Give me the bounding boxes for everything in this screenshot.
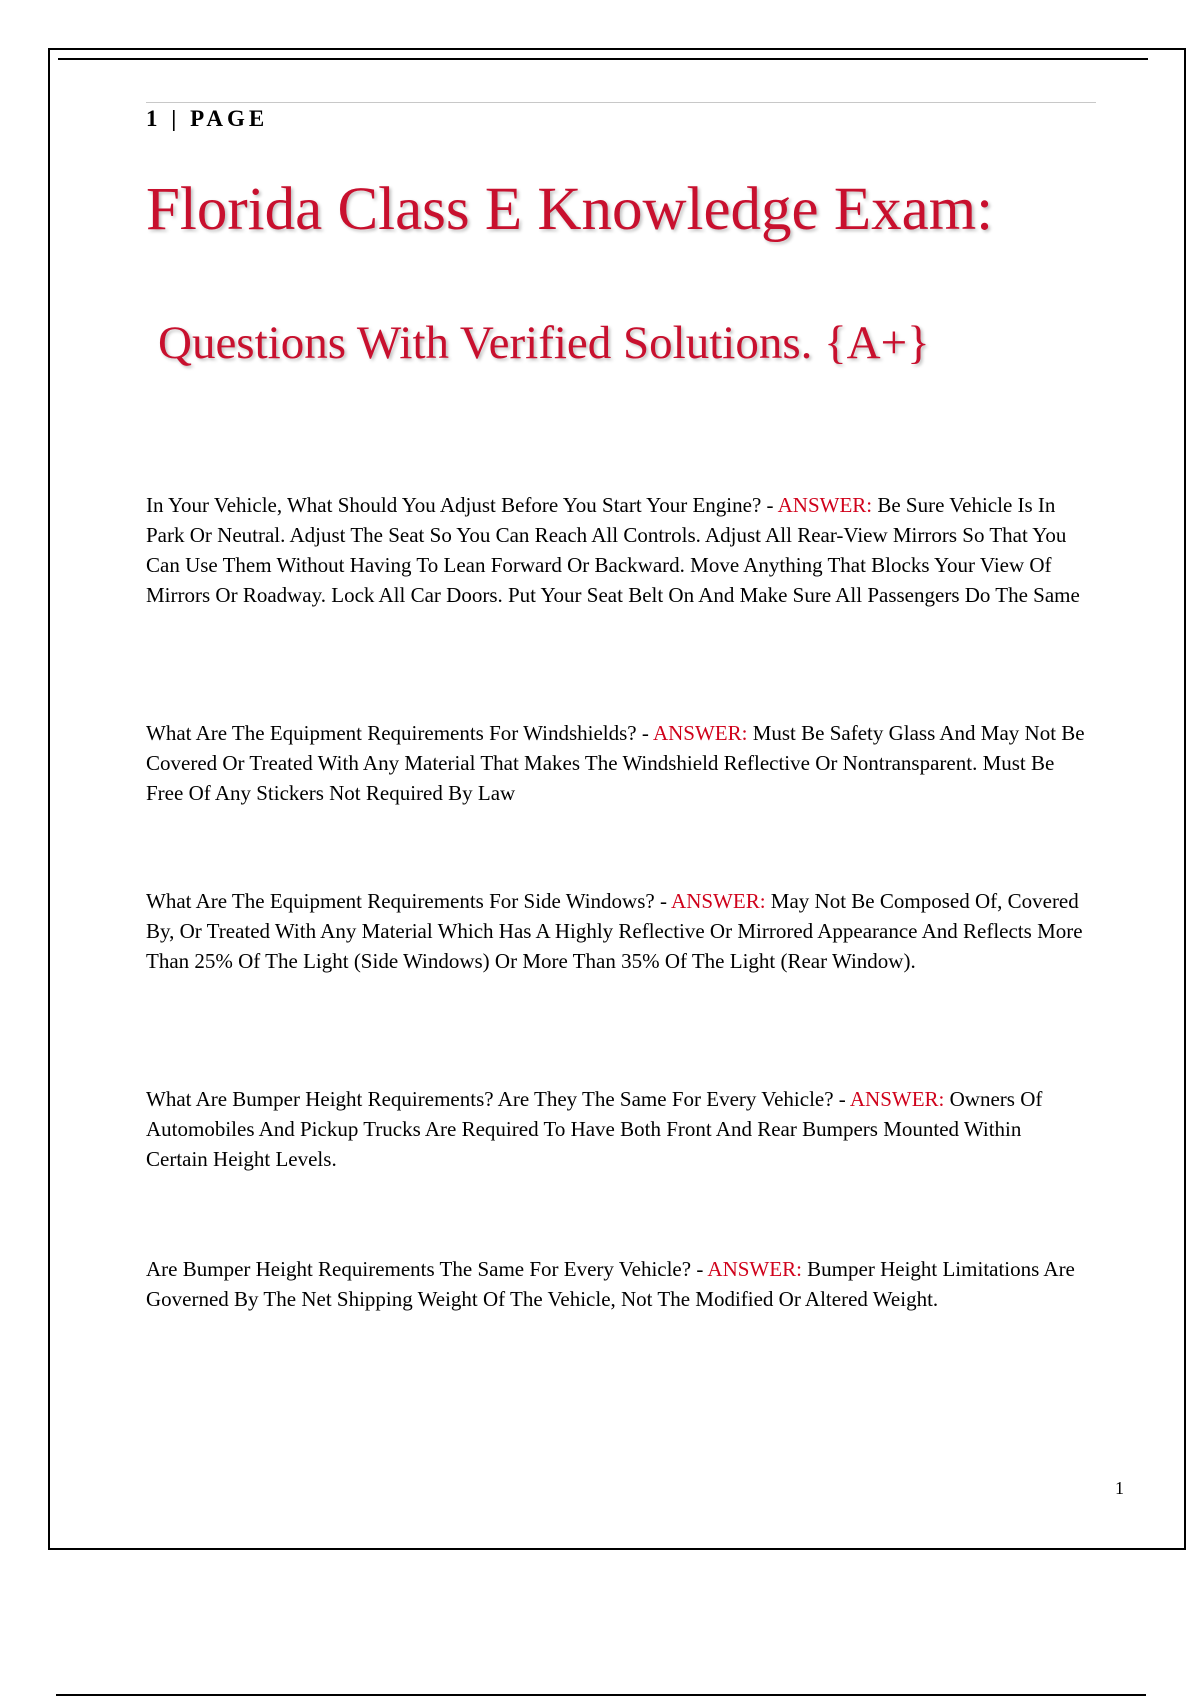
- qa-item: [146, 886, 1086, 976]
- answer-label: ANSWER:: [671, 889, 766, 913]
- qa-item: [146, 1084, 1086, 1174]
- answer-label: ANSWER:: [707, 1257, 802, 1281]
- answer-label: ANSWER:: [777, 493, 873, 517]
- answer-text: Must Be Safety Glass And May Not Be Covered Or Treated With Any Material That Makes The Windshield Reflective Or Nontransparent. Must Be Free Of Any Stickers Not Required By Law: [146, 721, 1085, 805]
- question-text: What Are Bumper Height Requirements? Are They The Same For Every Vehicle? -: [146, 1087, 850, 1111]
- top-rule: [58, 58, 1148, 60]
- question-text: What Are The Equipment Requirements For Windshields? -: [146, 721, 653, 745]
- question-text: Are Bumper Height Requirements The Same For Every Vehicle? -: [146, 1257, 708, 1281]
- qa-item: [146, 1254, 1136, 1314]
- answer-label: ANSWER:: [849, 1087, 945, 1111]
- answer-label: ANSWER:: [652, 721, 748, 745]
- answer-text: Be Sure Vehicle Is In Park Or Neutral. Adjust The Seat So You Can Reach All Controls. Adjust All Rear-View Mirrors So That You Can Use Them Without Having To Lean Forward Or Backward. Move Anything That Blocks Your View Of Mirrors Or Roadway. Lock All Car Doors. Put Your Seat Belt On And Make Sure All Passengers Do The Same: [146, 493, 1080, 607]
- page-number: 1: [1115, 1478, 1124, 1498]
- answer-text: Owners Of Automobiles And Pickup Trucks Are Required To Have Both Front And Rear Bumpers Mounted Within Certain Height Levels.: [146, 1087, 1043, 1171]
- document-title: Florida Class E Knowledge Exam:: [146, 176, 994, 243]
- answer-text: Bumper Height Limitations Are Governed By The Net Shipping Weight Of The Vehicle, Not The Modified Or Altered Weight.: [146, 1257, 1075, 1311]
- qa-item: [146, 490, 1086, 610]
- header-rule: [146, 102, 1096, 103]
- document-subtitle: Questions With Verified Solutions. {A+}: [158, 317, 930, 369]
- question-text: In Your Vehicle, What Should You Adjust Before You Start Your Engine? -: [146, 493, 778, 517]
- answer-text: May Not Be Composed Of, Covered By, Or Treated With Any Material Which Has A Highly Reflective Or Mirrored Appearance And Reflects More Than 25% Of The Light (Side Windows) Or More Than 35% Of The Light (Rear Window).: [146, 889, 1083, 973]
- qa-item: [146, 718, 1086, 808]
- page-header-label: 1 | PAGE: [146, 106, 269, 131]
- bottom-rule: [56, 1694, 1146, 1696]
- question-text: What Are The Equipment Requirements For Side Windows? -: [146, 889, 672, 913]
